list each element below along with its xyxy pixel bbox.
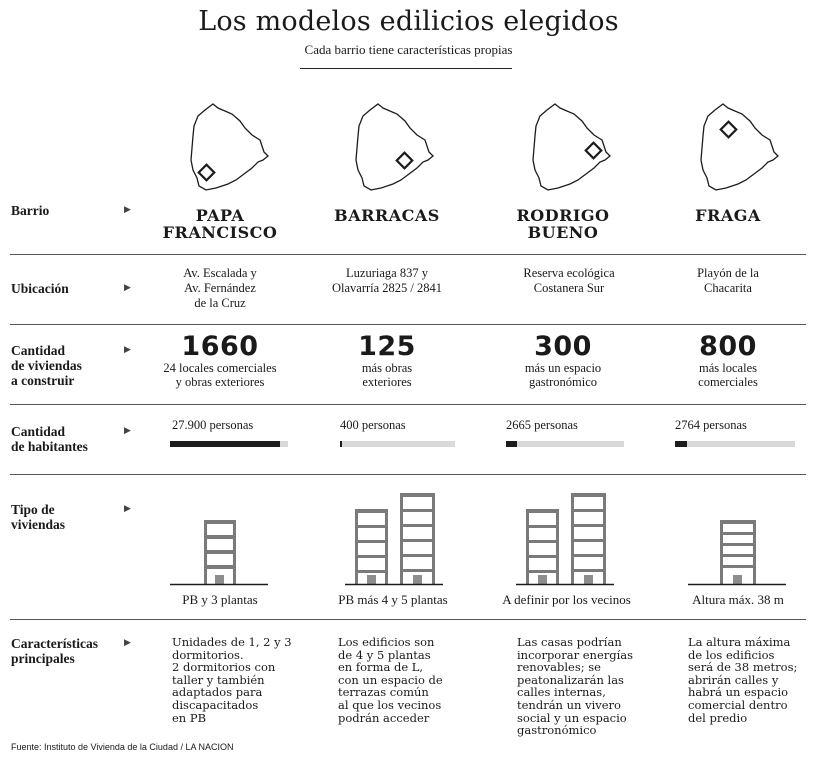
- barrio-name-papa-francisco: PAPA FRANCISCO: [162, 206, 278, 242]
- row-label-barrio: Barrio: [11, 203, 50, 218]
- tipo-rodrigo-bueno: A definir por los vecinos: [502, 592, 631, 607]
- row-divider: [10, 324, 806, 325]
- map-barracas: [345, 100, 440, 195]
- row-divider: [10, 404, 806, 405]
- barrio-name-barracas: BARRACAS: [334, 206, 440, 225]
- row-arrow-icon: ▶: [124, 283, 131, 293]
- infographic-subtitle: Cada barrio tiene características propias: [304, 42, 513, 57]
- caracteristicas-papa-francisco: Unidades de 1, 2 y 3 dormitorios. 2 dormitorios con taller y también adaptados para discapacitados en PB: [172, 635, 292, 725]
- habitantes-papa-francisco: 27.900 personas: [172, 418, 254, 432]
- location-marker: [721, 122, 737, 138]
- habitantes-bar-fill: [170, 441, 280, 447]
- viviendas-rodrigo-bueno: [488, 333, 638, 389]
- habitantes-fraga: 2764 personas: [675, 418, 747, 432]
- row-arrow-icon: ▶: [124, 638, 131, 648]
- viviendas-note: más obras exteriores: [361, 361, 413, 389]
- building-illustration-rodrigo-bueno: [516, 490, 616, 588]
- door-icon: [584, 575, 593, 584]
- viviendas-note: más un espacio gastronómico: [524, 361, 602, 389]
- viviendas-note: más locales comerciales: [698, 361, 758, 389]
- row-label-cantidad-viviendas: Cantidad de viviendas a construir: [11, 343, 82, 388]
- row-label-cantidad-habitantes: Cantidad de habitantes: [11, 424, 88, 454]
- viviendas-count: 800: [699, 331, 757, 362]
- map-rodrigo-bueno: [522, 100, 617, 195]
- row-divider: [10, 619, 806, 620]
- map-fraga: [690, 100, 785, 195]
- location-marker: [586, 143, 602, 159]
- door-icon: [538, 575, 547, 584]
- habitantes-bar-fill: [340, 441, 342, 447]
- viviendas-count: 1660: [181, 331, 259, 362]
- caracteristicas-barracas: Los edificios son de 4 y 5 plantas en forma de L, con un espacio de terrazas común al que los vecinos podrán acceder: [338, 635, 443, 725]
- row-arrow-icon: ▶: [124, 205, 131, 215]
- building-illustration-papa-francisco: [170, 518, 270, 588]
- door-icon: [367, 575, 376, 584]
- viviendas-count: 300: [534, 331, 592, 362]
- infographic-title: Los modelos edilicios elegidos: [198, 6, 619, 37]
- viviendas-papa-francisco: [145, 333, 295, 389]
- barrio-name-rodrigo-bueno: RODRIGO BUENO: [516, 206, 610, 242]
- tipo-papa-francisco: PB y 3 plantas: [182, 592, 258, 607]
- door-icon: [733, 575, 742, 584]
- row-label-caracteristicas: Características principales: [11, 636, 98, 666]
- habitantes-bar-barracas: [340, 441, 455, 447]
- viviendas-fraga: [653, 333, 803, 389]
- habitantes-bar-fill: [675, 441, 687, 447]
- viviendas-count: 125: [358, 331, 416, 362]
- tipo-fraga: Altura máx. 38 m: [692, 592, 784, 607]
- row-divider: [10, 254, 806, 255]
- row-label-ubicacion: Ubicación: [11, 281, 69, 296]
- habitantes-barracas: 400 personas: [340, 418, 406, 432]
- tipo-barracas: PB más 4 y 5 plantas: [338, 592, 448, 607]
- habitantes-bar-fill: [506, 441, 517, 447]
- map-papa-francisco: [180, 100, 275, 195]
- source-credit: Fuente: Instituto de Vivienda de la Ciudad / LA NACION: [11, 742, 234, 752]
- ubicacion-papa-francisco: Av. Escalada y Av. Fernández de la Cruz: [183, 266, 257, 310]
- habitantes-bar-papa-francisco: [170, 441, 288, 447]
- habitantes-rodrigo-bueno: 2665 personas: [506, 418, 578, 432]
- building-illustration-fraga: [688, 518, 788, 588]
- row-divider: [10, 474, 806, 475]
- building-illustration-barracas: [345, 490, 445, 588]
- door-icon: [413, 575, 422, 584]
- row-arrow-icon: ▶: [124, 426, 131, 436]
- row-arrow-icon: ▶: [124, 345, 131, 355]
- ubicacion-rodrigo-bueno: Reserva ecológica Costanera Sur: [523, 266, 615, 295]
- city-outline: [356, 104, 433, 190]
- row-label-tipo-viviendas: Tipo de viviendas: [11, 502, 66, 532]
- habitantes-bar-fraga: [675, 441, 795, 447]
- viviendas-barracas: [312, 333, 462, 389]
- title-divider: [300, 68, 512, 69]
- city-outline: [701, 104, 778, 190]
- ubicacion-fraga: Playón de la Chacarita: [697, 266, 759, 295]
- habitantes-bar-rodrigo-bueno: [506, 441, 624, 447]
- location-marker: [199, 165, 215, 181]
- ubicacion-barracas: Luzuriaga 837 y Olavarría 2825 / 2841: [331, 266, 443, 295]
- door-icon: [215, 575, 224, 584]
- location-marker: [397, 153, 413, 169]
- barrio-name-fraga: FRAGA: [695, 206, 761, 225]
- caracteristicas-fraga: La altura máxima de los edificios será de 38 metros; abrirán calles y habrá un espacio comercial dentro del predio: [688, 635, 798, 725]
- viviendas-note: 24 locales comerciales y obras exteriores: [163, 361, 277, 389]
- row-arrow-icon: ▶: [124, 504, 131, 514]
- caracteristicas-rodrigo-bueno: Las casas podrían incorporar energías renovables; se peatonalizarán las calles internas, tendrán un vivero social y un espacio gastronómico: [517, 635, 634, 738]
